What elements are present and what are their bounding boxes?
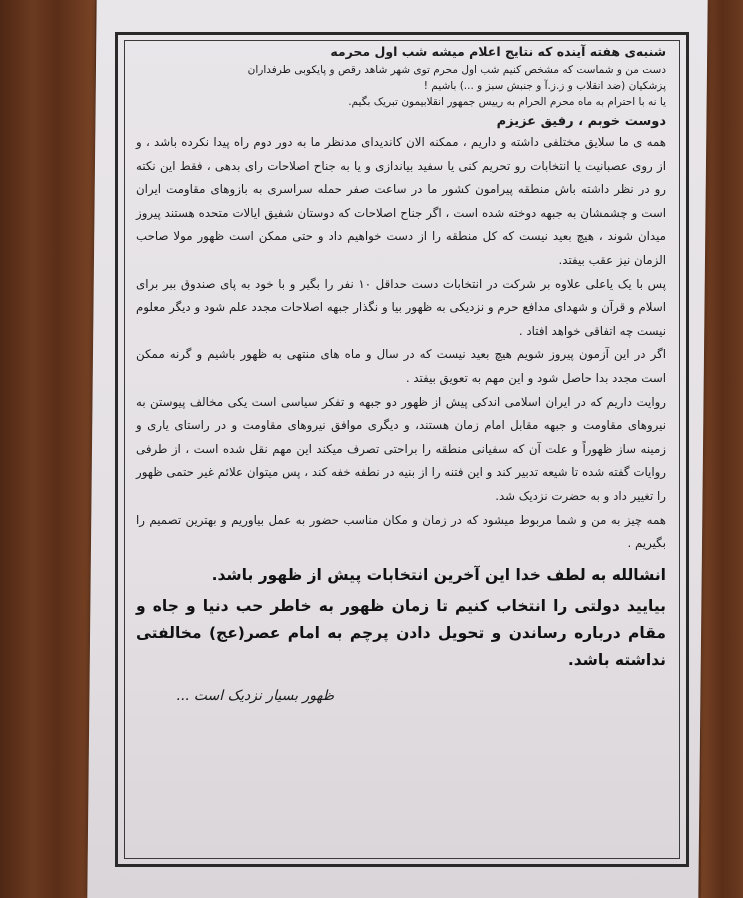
- closing-line-2: بیایید دولتی را انتخاب کنیم تا زمان ظهور به خاطر حب دنیا و جاه و مقام درباره رساندن و تحویل دادن پرچم به امام عصر(عج) مخالفتی نداشته باشد.: [136, 596, 666, 669]
- paragraph-1: همه ی ما سلایق مختلفی داشته و داریم ، ممکنه الان کاندیدای مدنظر ما به دور دوم راه پیدا نکرده باشد ، و از روی عصبانیت یا انتخابات رو تحریم کنی یا سفید بیاندازی و یا به جناح اصلاحات رای بدهی ، فقط این نکته رو در نظر داشته باش منطقه پیرامون کشور ما در ساعت صفر حمله سراسری به بازوهای مقاومت ایران است و چشمشان به جبهه دوخته شده است ، اگر جناح اصلاحات که دوستان شفیق ایالات متحده هستند پیروز میدان شوند ، هیچ بعید نیست که کل منطقه را از دست خواهیم داد و حتی ممکن است ظهور مولا صاحب الزمان نیز عقب بیفتد.: [136, 135, 666, 267]
- flyer-content: [136, 44, 666, 854]
- closing-line-1: انشالله به لطف خدا این آخرین انتخابات پیش از ظهور باشد.: [211, 565, 666, 584]
- intro-line-3: یا نه با احترام به ماه محرم الحرام به رییس جمهور انقلابیمون تبریک بگیم.: [348, 96, 666, 108]
- wooden-table-right: [701, 0, 743, 898]
- paragraph-4: روایت داریم که در ایران اسلامی اندکی پیش از ظهور دو جبهه و تفکر سیاسی است یکی مخالف پیوستن به نیروهای مقاومت و جبهه مقابل امام زمان هستند، و دیگری موافق نیروهای مقاومت و در راستای یاری و زمینه ساز ظهوراً و علت آن که سفیانی منطقه را براحتی تصرف میکند این مهم نقل شده است ، از طرفی روایات گفته شده تا شیعه تدبیر کند و این فتنه را از بنیه در نطفه خفه کند ، پس میتوان علائم غیر حتمی ظهور را تغییر داد و به حضرت نزدیک شد.: [136, 394, 666, 503]
- intro-line-1: دست من و شماست که مشخص کنیم شب اول محرم توی شهر شاهد رقص و پایکوبی طرفداران: [247, 64, 666, 76]
- headline: شنبه‌ی هفته آینده که نتایج اعلام میشه شب اول محرمه: [330, 44, 666, 59]
- wooden-table-left: [0, 0, 95, 898]
- paragraph-3: اگر در این آزمون پیروز شویم هیچ بعید نیست که در سال و ماه های منتهی به ظهور باشیم و گرنه ممکن است مجدد بدا حاصل شود و این مهم به تعویق بیفتد .: [136, 347, 666, 385]
- paragraph-2: پس با یک یاعلی علاوه بر شرکت در انتخابات دست حداقل ۱۰ نفر را بگیر و با خود به پای صندوق ببر برای اسلام و قرآن و شهدای مدافع حرم و نزدیکی به ظهور بیا و نگذار جبهه اصلاحات مجدد علم شود و دیگر معلوم نیست چه اتفاقی خواهد افتاد .: [136, 276, 667, 338]
- intro-line-2: پزشکیان (ضد انقلاب و ز.ز.آ و جنبش سبز و ...) باشیم !: [423, 80, 666, 92]
- paragraph-5: همه چیز به من و شما مربوط میشود که در زمان و مکان مناسب حضور به عمل بیاوریم و بهترین تصمیم را بگیریم .: [136, 512, 666, 551]
- signature: ظهور بسیار نزدیک است ...: [176, 687, 335, 704]
- salutation: دوست خوبم ، رفیق عزیزم: [496, 114, 666, 129]
